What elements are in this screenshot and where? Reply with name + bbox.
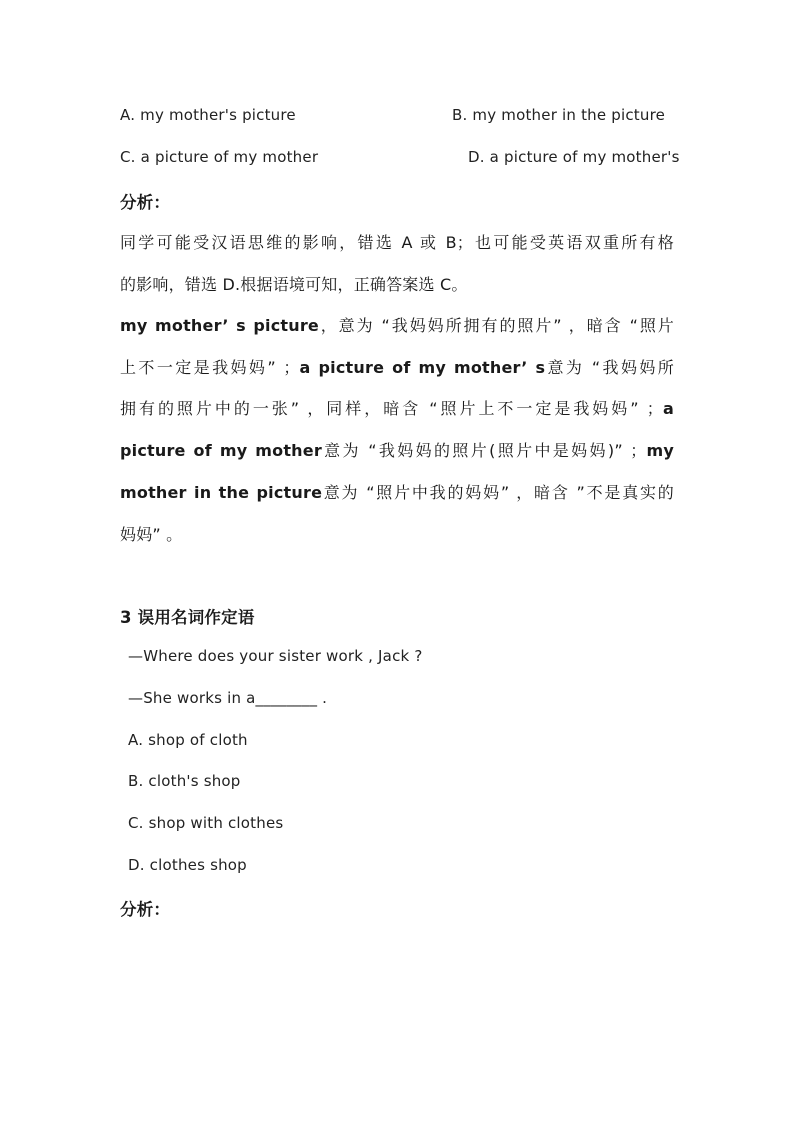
option-b: B. cloth's shop xyxy=(128,772,241,790)
question-line: —She works in a________ . xyxy=(128,689,328,707)
explanation-line: my mother’ s picture，意为 “我妈妈所拥有的照片” ，暗含 “照片 xyxy=(120,316,675,335)
question-options-row-1 xyxy=(120,104,666,126)
analysis-heading: 分析： xyxy=(120,900,171,919)
analysis-heading: 分析： xyxy=(120,193,171,212)
section-title: 3 误用名词作定语 xyxy=(120,608,255,627)
explanation-line: picture of my mother意为 “我妈妈的照片(照片中是妈妈)” ；my xyxy=(120,441,675,460)
option-d: D. clothes shop xyxy=(128,856,247,874)
option-c: C. shop with clothes xyxy=(128,814,284,832)
explanation-line: 拥有的照片中的一张” ，同样，暗含 “照片上不一定是我妈妈” ；a xyxy=(120,399,674,418)
explanation-line: 妈妈” 。 xyxy=(120,525,183,544)
explanation-line: mother in the picture意为 “照片中我的妈妈” ，暗含 ”不是真实的 xyxy=(120,483,674,502)
option-c: C. a picture of my mother xyxy=(120,148,319,166)
explanation-line: 上不一定是我妈妈” ；a picture of my mother’ s意为 “我妈妈所 xyxy=(120,358,674,377)
option-b: B. my mother in the picture xyxy=(452,106,666,124)
analysis-paragraph-line: 的影响，错选 D.根据语境可知，正确答案选 C。 xyxy=(120,275,468,294)
analysis-paragraph-line: 同学可能受汉语思维的影响，错选 A 或 B；也可能受英语双重所有格 xyxy=(120,233,674,252)
question-options-row-2 xyxy=(120,146,680,168)
question-line: —Where does your sister work , Jack ? xyxy=(128,647,423,665)
option-a: A. shop of cloth xyxy=(128,731,248,749)
option-a: A. my mother's picture xyxy=(120,106,296,124)
option-d: D. a picture of my mother's xyxy=(468,148,680,166)
